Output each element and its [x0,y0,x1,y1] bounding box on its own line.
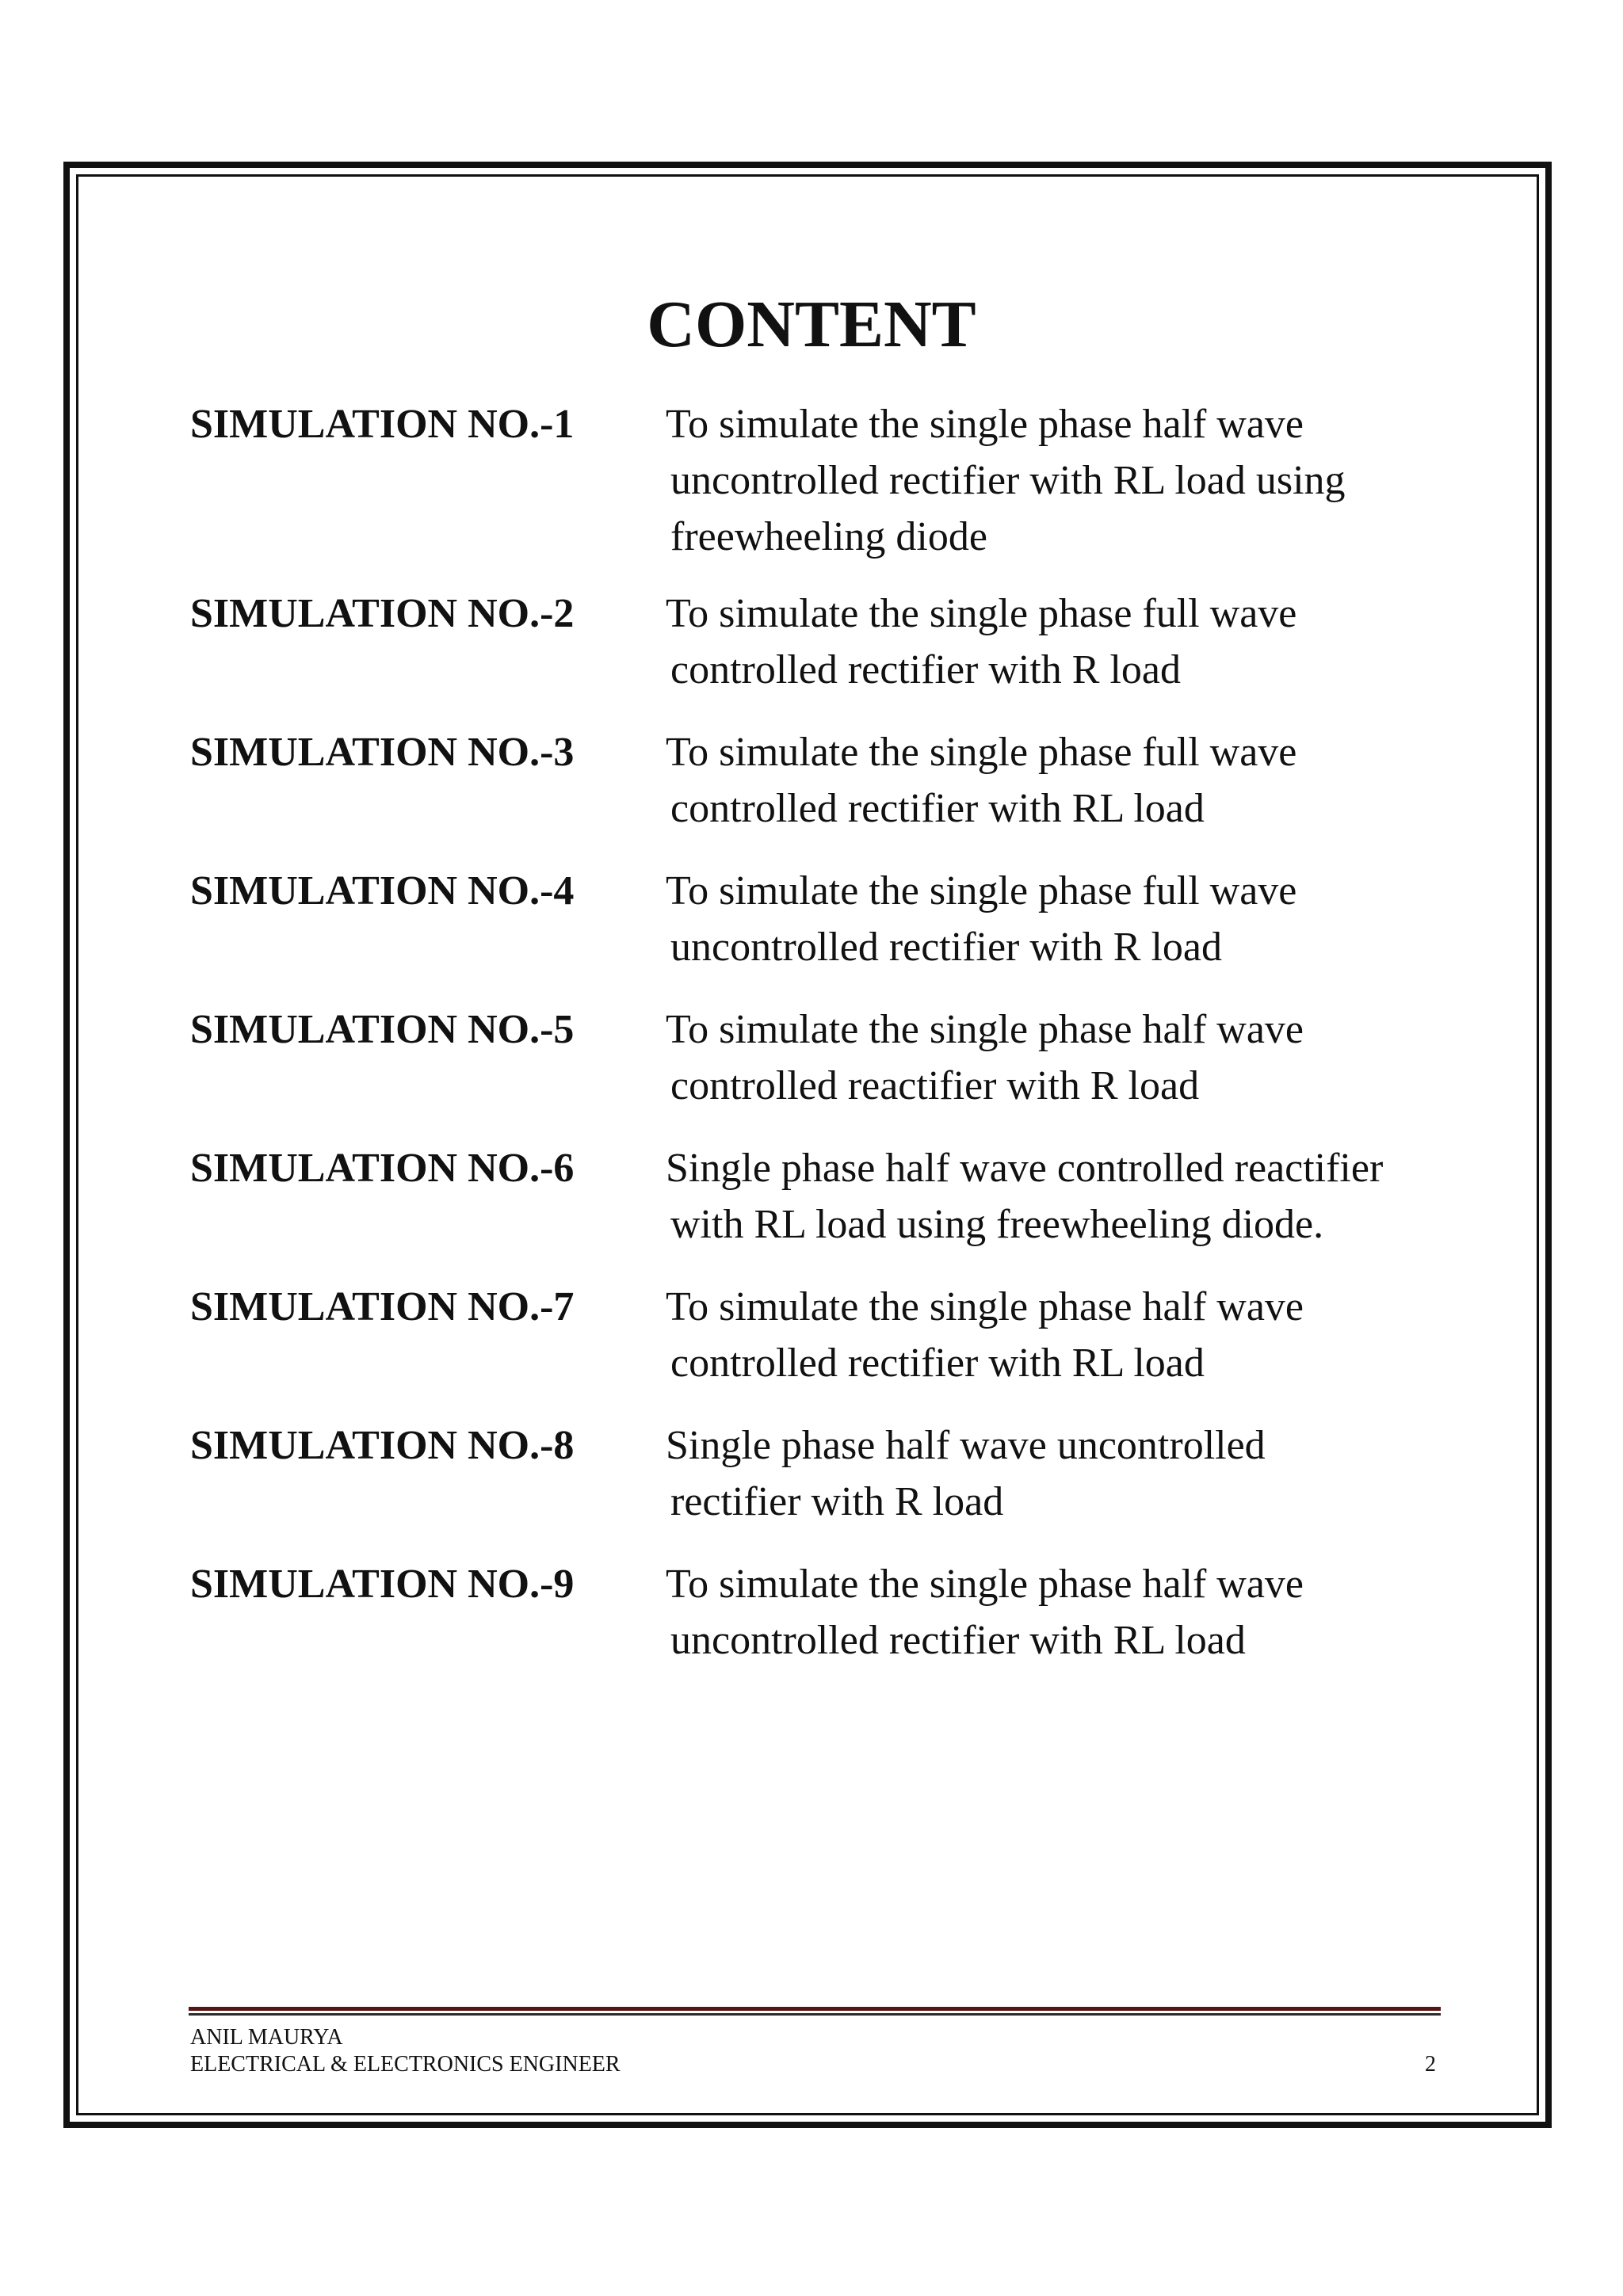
entry-description-first-line: To simulate the single phase full wave [666,591,1297,636]
footer-author-name: ANIL MAURYA [190,2025,343,2050]
contents-entry [190,1556,1458,1669]
entry-description-first-line: To simulate the single phase full wave [666,730,1297,775]
footer-author-role: ELECTRICAL & ELECTRONICS ENGINEER [190,2052,621,2077]
contents-entry [190,1140,1458,1253]
entry-description-continuation: controlled rectifier with R load [670,647,1182,692]
footer-rule [189,2007,1441,2011]
entry-description [666,1001,1458,1114]
page-number: 2 [1425,2052,1436,2077]
entry-description-first-line: To simulate the single phase full wave [666,868,1297,913]
entry-label: SIMULATION NO.-1 [190,402,575,447]
entry-label: SIMULATION NO.-7 [190,1284,575,1329]
entry-description-first-line: To simulate the single phase half wave [666,1007,1304,1052]
entry-description-continuation: uncontrolled rectifier with R load [670,925,1223,970]
entry-label: SIMULATION NO.-3 [190,730,575,775]
entry-description-continuation: rectifier with R load [670,1479,1004,1524]
contents-entry [190,1001,1458,1114]
entry-description-continuation: controlled rectifier with RL load [670,1341,1205,1386]
entry-description [666,1140,1458,1253]
entry-description [666,1417,1458,1530]
entry-description-first-line: To simulate the single phase half wave [666,402,1304,447]
entry-label: SIMULATION NO.-6 [190,1146,575,1191]
entry-description-first-line: Single phase half wave uncontrolled [666,1423,1266,1468]
entry-label: SIMULATION NO.-9 [190,1562,575,1607]
entry-description-continuation: uncontrolled rectifier with RL load [670,1618,1246,1663]
entry-description [666,1556,1458,1669]
entry-label: SIMULATION NO.-4 [190,868,575,913]
entry-description-continuation: controlled rectifier with RL load [670,786,1205,831]
contents-entry [190,1417,1458,1530]
entry-description [666,863,1458,975]
page-title: CONTENT [647,288,976,361]
entry-description-first-line: Single phase half wave controlled reactifier [666,1146,1384,1191]
entry-description [666,396,1458,565]
entry-label: SIMULATION NO.-8 [190,1423,575,1468]
entry-description [666,1279,1458,1391]
entry-description-continuation: uncontrolled rectifier with RL load using freewheeling diode [670,458,1346,559]
entry-description [666,585,1458,698]
contents-entry [190,863,1458,975]
entry-description-first-line: To simulate the single phase half wave [666,1562,1304,1607]
entry-label: SIMULATION NO.-5 [190,1007,575,1052]
entry-description-continuation: controlled reactifier with R load [670,1063,1200,1108]
contents-entry [190,396,1458,565]
entry-description-continuation: with RL load using freewheeling diode. [670,1202,1324,1247]
footer-rule-secondary [189,2013,1441,2016]
contents-entry [190,1279,1458,1391]
contents-entry [190,724,1458,837]
contents-list [190,396,1458,1669]
entry-description [666,724,1458,837]
entry-description-first-line: To simulate the single phase half wave [666,1284,1304,1329]
entry-label: SIMULATION NO.-2 [190,591,575,636]
contents-entry [190,585,1458,698]
